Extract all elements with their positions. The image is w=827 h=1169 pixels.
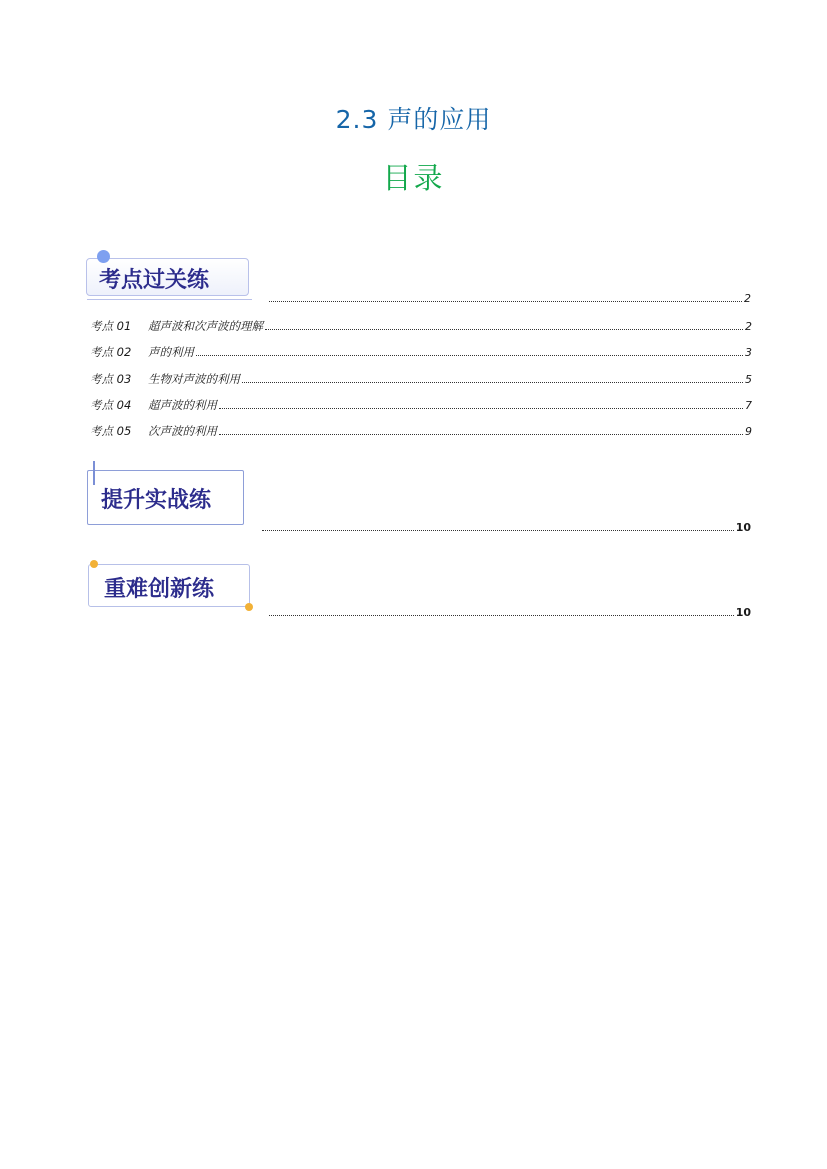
toc-item-code: 考点 04 [90, 398, 132, 412]
toc-item-text: 声的利用 [148, 345, 194, 359]
section-badge-tisheng [87, 470, 244, 525]
dot-leader [196, 355, 743, 356]
toc-entry-kaodian-02[interactable] [90, 344, 752, 360]
toc-page-number: 5 [745, 373, 752, 386]
decor-dot-icon [97, 250, 110, 263]
toc-entry-section-2[interactable] [260, 521, 751, 534]
section-badge-kaodian [86, 258, 249, 296]
decor-dot-icon [245, 603, 253, 611]
dot-leader [219, 434, 743, 435]
toc-item-code: 考点 02 [90, 345, 132, 359]
toc-page-number: 2 [744, 292, 751, 305]
toc-item-text: 生物对声波的利用 [148, 372, 240, 386]
dot-leader [269, 301, 742, 302]
dot-leader [269, 615, 734, 616]
dot-leader [219, 408, 743, 409]
toc-page-number: 2 [745, 320, 752, 333]
toc-entry-kaodian-05[interactable] [90, 423, 752, 439]
section-badge-label: 考点过关练 [99, 268, 210, 293]
toc-entry-section-3[interactable] [267, 606, 751, 619]
page-title: 2.3 声的应用 [335, 105, 492, 134]
section-badge-zhongnan [88, 564, 250, 607]
toc-page-number: 10 [735, 606, 751, 619]
dot-leader [262, 530, 734, 531]
section-badge-label: 提升实战练 [101, 488, 212, 513]
toc-entry-kaodian-04[interactable] [90, 397, 752, 413]
decor-bar-icon [93, 461, 95, 485]
toc-page-number: 7 [745, 399, 752, 412]
toc-item-text: 次声波的利用 [148, 424, 217, 438]
section-badge-label: 重难创新练 [104, 577, 215, 602]
toc-page-number: 9 [745, 425, 752, 438]
toc-entry-section-1[interactable] [267, 292, 751, 305]
toc-item-text: 超声波的利用 [148, 398, 217, 412]
toc-entry-kaodian-01[interactable] [90, 318, 752, 334]
toc-heading: 目录 [382, 161, 445, 195]
decor-dot-icon [90, 560, 98, 568]
toc-item-code: 考点 05 [90, 424, 132, 438]
toc-entry-kaodian-03[interactable] [90, 371, 752, 387]
dot-leader [265, 329, 743, 330]
toc-page-number: 10 [735, 521, 751, 534]
toc-page-number: 3 [745, 346, 752, 359]
dot-leader [242, 382, 743, 383]
toc-item-code: 考点 01 [90, 319, 132, 333]
toc-item-text: 超声波和次声波的理解 [148, 319, 263, 333]
toc-item-code: 考点 03 [90, 372, 132, 386]
